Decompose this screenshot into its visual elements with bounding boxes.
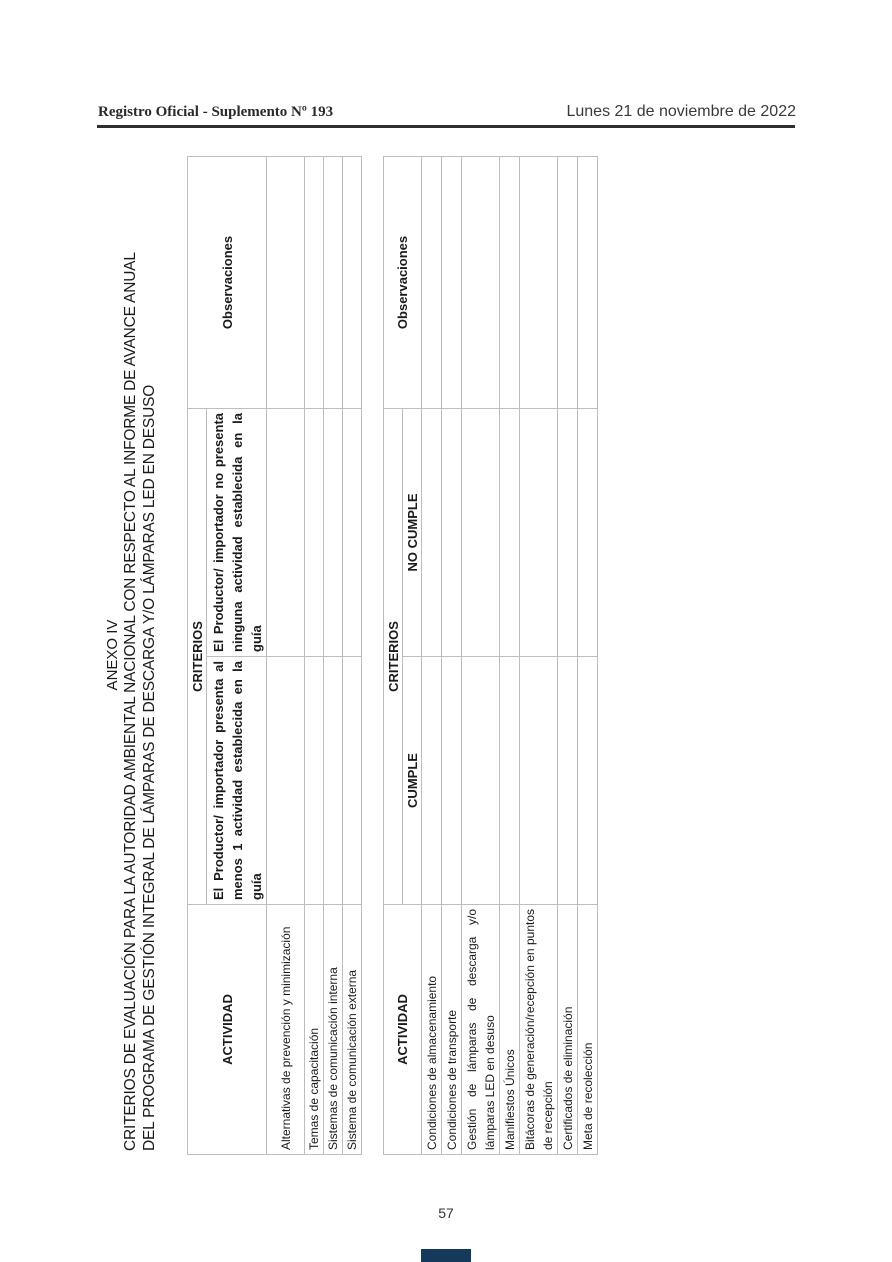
table1-criterio-2: El Productor/ importador no presenta ninguna actividad establecida en la guía [207,408,267,656]
annex-title-line-2: DEL PROGRAMA DE GESTIÓN INTEGRAL DE LÁMPARAS DE DESCARGA Y/O LÁMPARAS LED EN DESUSO [141,384,158,1151]
table-cell [558,657,578,905]
table1-header-criterios: CRITERIOS [188,408,207,904]
table2-criterio-no-cumple: NO CUMPLE [403,408,422,656]
table-cell [558,408,578,656]
table-row: Certificados de eliminación [558,905,578,1155]
table-cell [343,657,362,905]
table-cell [442,156,462,408]
table-cell [578,156,598,408]
table-cell [267,408,305,656]
table-cell [442,408,462,656]
table-cell [422,156,442,408]
table-row: Bitácoras de generación/recepción en puntos de recepción [520,905,558,1155]
table-cell [305,408,324,656]
table-cell [462,657,500,905]
table-cell [462,408,500,656]
table2-header-actividad: ACTIVIDAD [384,905,422,1155]
header-divider [97,125,795,128]
table-cell [500,408,520,656]
annex-title-line-1: CRITERIOS DE EVALUACIÓN PARA LA AUTORIDAD AMBIENTAL NACIONAL CON RESPECTO AL INFORME DE AVANCE ANUAL [122,252,139,1151]
table-cell [324,156,343,408]
table-cell [343,408,362,656]
table-cell [558,156,578,408]
table-row: Meta de recolección [578,905,598,1155]
table-cell [578,408,598,656]
table-row: Sistema de comunicación externa [343,905,362,1155]
table-row: Temas de capacitación [305,905,324,1155]
table-cell [267,156,305,408]
page-number: 57 [438,1205,454,1221]
table-cell [462,156,500,408]
table2-criterio-cumple: CUMPLE [403,657,422,905]
table-cell [422,657,442,905]
table-cell [500,156,520,408]
annex-title-block [100,155,159,1155]
table-row: Sistemas de comunicación interna [324,905,343,1155]
table-cell [324,657,343,905]
table-cell [324,408,343,656]
publication-date: Lunes 21 de noviembre de 2022 [566,103,796,120]
footer-bar [421,1249,471,1262]
table-cell [500,657,520,905]
table-cell [520,408,558,656]
table-cell [578,657,598,905]
table-cell [343,156,362,408]
table-row: Condiciones de almacenamiento [422,905,442,1155]
table-cell [422,408,442,656]
table-cell [442,657,462,905]
table-cell [267,657,305,905]
table1-criterio-1: El Productor/ importador presenta al menos 1 actividad establecida en la guía [207,657,267,905]
table-row: Gestión de lámparas de descarga y/o lámparas LED en desuso [462,905,500,1155]
table-row: Alternativas de prevención y minimización [267,905,305,1155]
criteria-table-2 [383,156,598,1155]
table1-header-actividad: ACTIVIDAD [188,905,267,1155]
rotated-annex-page [100,155,610,1155]
table2-header-criterios: CRITERIOS [384,408,403,904]
table-cell [305,657,324,905]
table-cell [305,156,324,408]
table-row: Manifiestos Únicos [500,905,520,1155]
annex-label: ANEXO IV [104,619,121,691]
table-cell [520,156,558,408]
criteria-table-1 [187,156,362,1155]
table-row: Condiciones de transporte [442,905,462,1155]
publication-title: Registro Oficial - Suplemento Nº 193 [98,104,334,120]
table-cell [520,657,558,905]
table2-header-observaciones: Observaciones [384,156,422,408]
table1-header-observaciones: Observaciones [188,156,267,408]
